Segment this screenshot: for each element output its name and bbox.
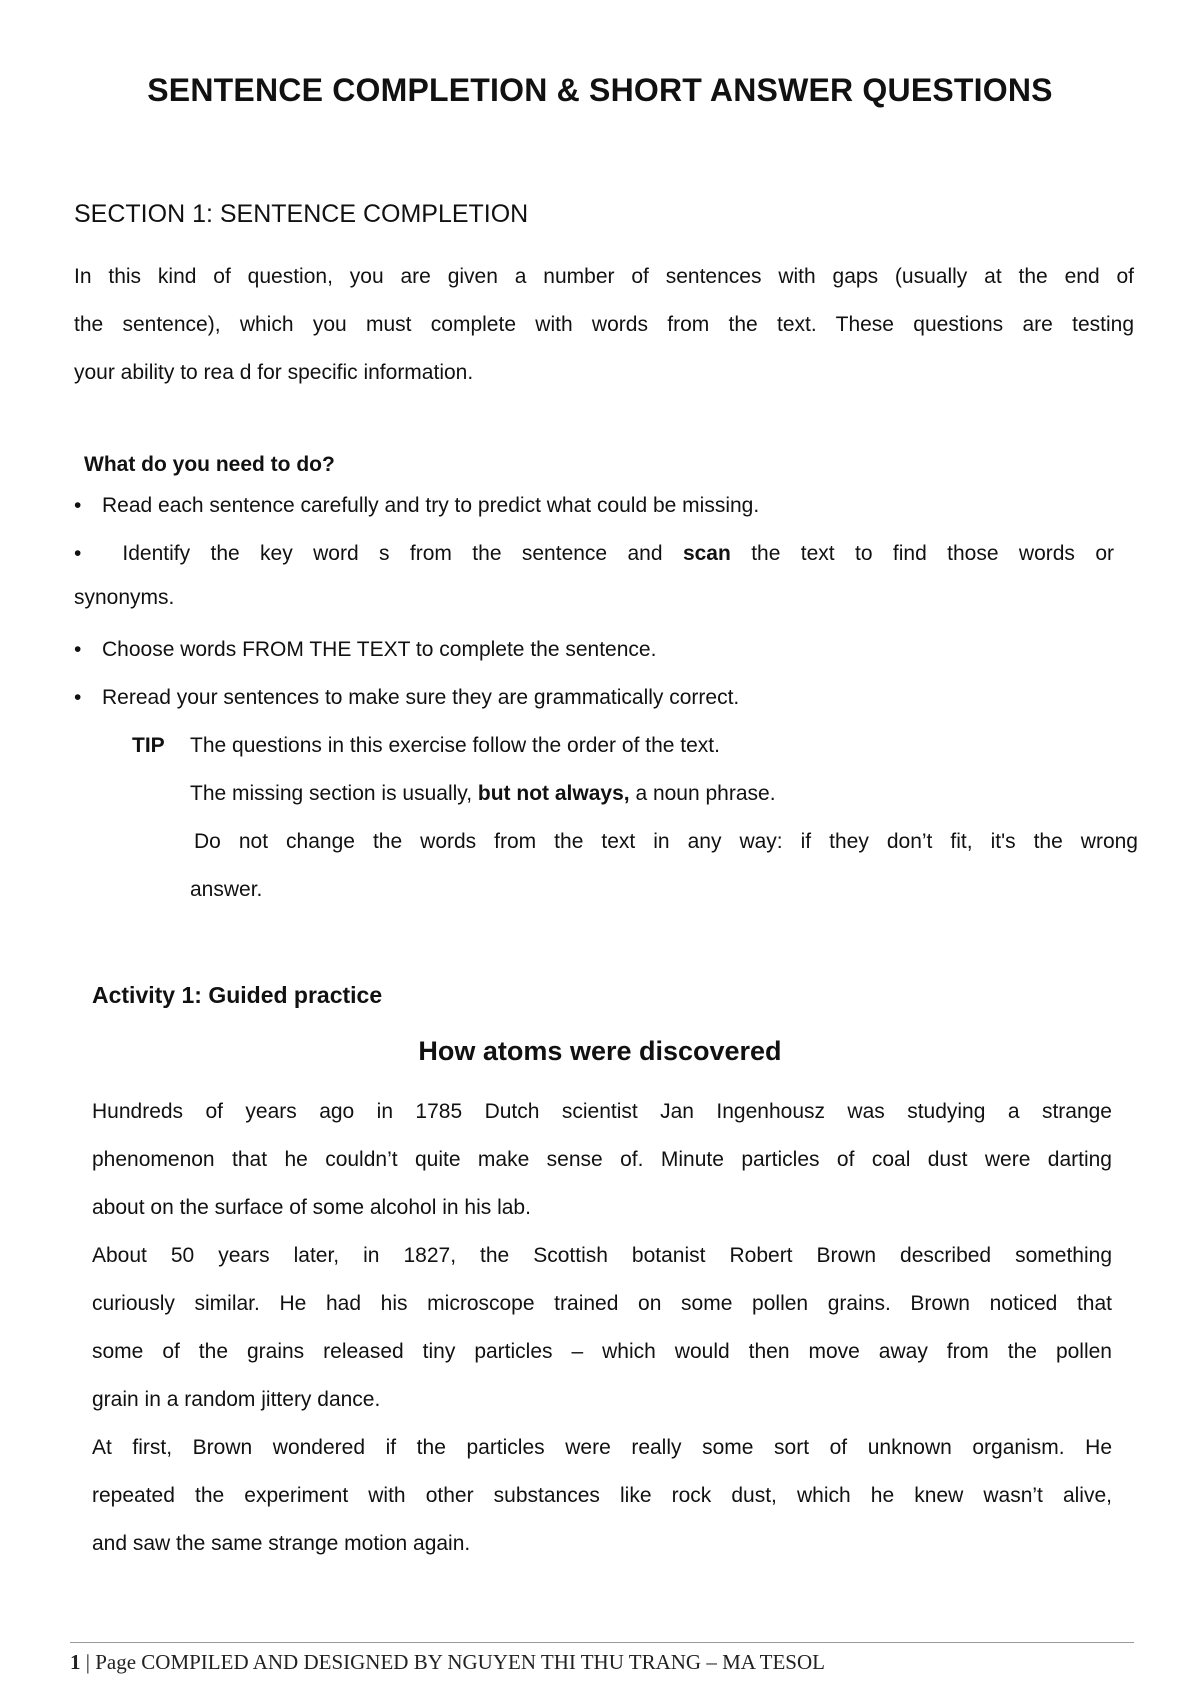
list-item-continuation: synonyms.	[74, 586, 175, 609]
list-item-text: Reread your sentences to make sure they are grammatically correct.	[102, 686, 740, 709]
list-item	[74, 494, 759, 518]
bullet-icon: •	[74, 638, 82, 661]
page-label: | Page	[85, 1650, 137, 1674]
list-item	[74, 638, 656, 662]
list-item-text: Choose words FROM THE TEXT to complete the sentence.	[102, 638, 657, 661]
passage-line: some of the grains released tiny particles – which would then move away from the pollen	[92, 1340, 1112, 1363]
passage-line: Hundreds of years ago in 1785 Dutch scientist Jan Ingenhousz was studying a strange	[92, 1100, 1112, 1123]
footer-divider	[70, 1642, 1134, 1643]
intro-line: the sentence), which you must complete with words from the text. These questions are testing	[74, 313, 1134, 336]
footer-credit: COMPILED AND DESIGNED BY NGUYEN THI THU TRANG – MA TESOL	[141, 1650, 825, 1674]
section-heading: SECTION 1: SENTENCE COMPLETION	[74, 200, 529, 228]
passage-line: About 50 years later, in 1827, the Scottish botanist Robert Brown described something	[92, 1244, 1112, 1267]
passage-line: about on the surface of some alcohol in his lab.	[92, 1196, 531, 1219]
list-item	[74, 686, 739, 710]
passage-title: How atoms were discovered	[418, 1036, 782, 1066]
intro-line: In this kind of question, you are given a number of sentences with gaps (usually at the end of	[74, 265, 1134, 288]
what-to-do-heading: What do you need to do?	[84, 453, 335, 476]
page-footer	[70, 1650, 825, 1675]
bullet-icon: •	[74, 686, 82, 709]
list-item-text: Identify the key word s from the sentence and	[122, 542, 663, 565]
tip-line: Do not change the words from the text in any way: if they don’t fit, it's the wrong	[194, 830, 1138, 853]
passage-line: At first, Brown wondered if the particles were really some sort of unknown organism. He	[92, 1436, 1112, 1459]
tip-line: answer.	[190, 878, 263, 901]
passage-line: repeated the experiment with other substances like rock dust, which he knew wasn’t alive,	[92, 1484, 1112, 1507]
intro-line: your ability to rea d for specific information.	[74, 361, 474, 384]
emphasis-text: but not always,	[477, 782, 630, 805]
passage-line: curiously similar. He had his microscope trained on some pollen grains. Brown noticed that	[92, 1292, 1112, 1315]
passage-line: grain in a random jittery dance.	[92, 1388, 381, 1411]
tip-text: a noun phrase.	[635, 782, 776, 805]
emphasis-text: scan	[682, 542, 731, 565]
intro-paragraph	[74, 253, 1134, 397]
bullet-icon: •	[74, 542, 82, 565]
reading-passage	[92, 1088, 1112, 1568]
list-item-text-row	[74, 542, 1114, 566]
passage-line: and saw the same strange motion again.	[92, 1532, 471, 1555]
list-item	[74, 542, 1114, 610]
page-title: SENTENCE COMPLETION & SHORT ANSWER QUESTIONS	[147, 72, 1053, 108]
passage-line: phenomenon that he couldn’t quite make sense of. Minute particles of coal dust were darting	[92, 1148, 1112, 1171]
activity-heading: Activity 1: Guided practice	[92, 982, 383, 1008]
page-number: 1	[70, 1650, 81, 1674]
list-item-text: Read each sentence carefully and try to predict what could be missing.	[102, 494, 760, 517]
tip-line: The questions in this exercise follow the order of the text.	[190, 734, 720, 757]
tip-line	[190, 782, 776, 806]
tip-text: The missing section is usually,	[190, 782, 473, 805]
list-item-text: the text to find those words or	[751, 542, 1114, 565]
bullet-icon: •	[74, 494, 82, 517]
tip-label: TIP	[132, 734, 165, 757]
